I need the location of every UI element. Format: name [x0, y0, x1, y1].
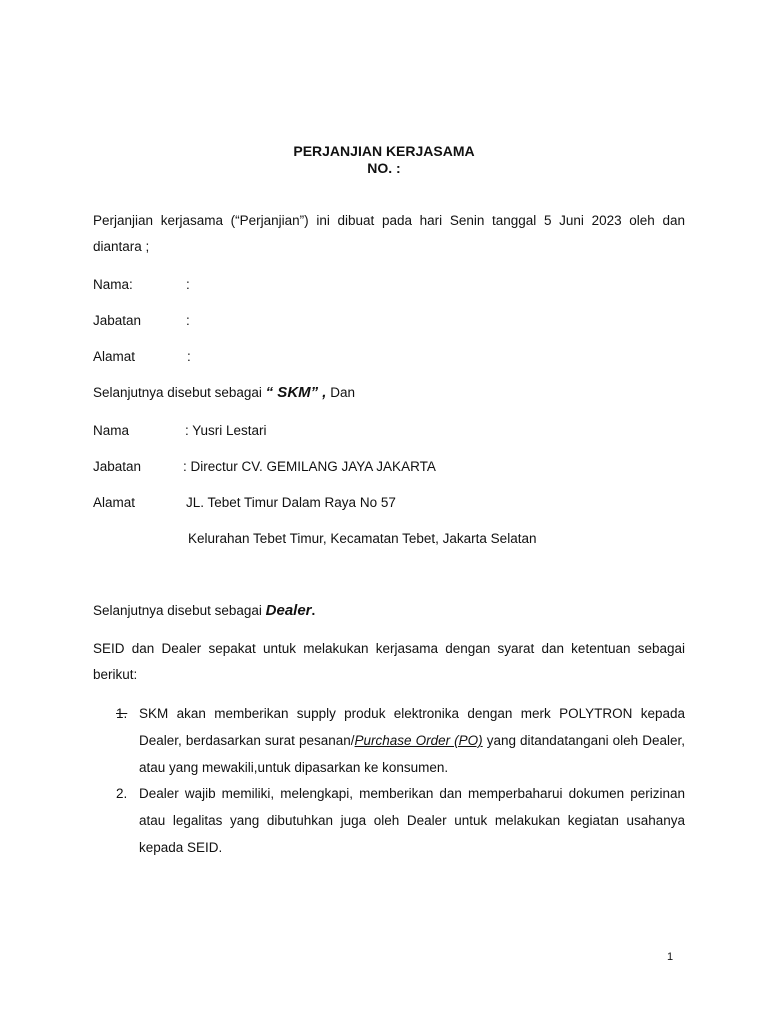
party2-alamat-line1: JL. Tebet Timur Dalam Raya No 57 — [186, 495, 396, 510]
item-number-2: 2. — [116, 786, 128, 801]
list-item-1 — [139, 700, 685, 781]
intro-paragraph: Perjanjian kerjasama (“Perjanjian”) ini dibuat pada hari Senin tanggal 5 Juni 2023 oleh dan diantara ; — [93, 213, 685, 254]
party2-jabatan-label: Jabatan — [93, 459, 142, 474]
party1-referred-name: “ SKM” , — [265, 384, 327, 401]
party1-jabatan-value: : — [186, 313, 190, 328]
party2-referred-name: Dealer — [265, 602, 312, 619]
party1-nama-label: Nama: — [93, 277, 133, 292]
party2-referred-suffix: . — [311, 603, 316, 618]
party1-nama-value: : — [186, 277, 190, 292]
party2-nama-value: : Yusri Lestari — [185, 423, 267, 438]
party2-jabatan-value: : Directur CV. GEMILANG JAYA JAKARTA — [183, 459, 436, 474]
page-number: 1 — [667, 951, 674, 963]
agreement-intro: SEID dan Dealer sepakat untuk melakukan kerjasama dengan syarat dan ketentuan sebagai berikut: — [93, 641, 685, 682]
party1-alamat-value: : — [187, 349, 191, 364]
party2-alamat-label: Alamat — [93, 495, 136, 510]
party1-jabatan-label: Jabatan — [93, 313, 142, 328]
document-title: PERJANJIAN KERJASAMA — [293, 143, 475, 159]
item1-text-before: SKM akan memberikan supply produk elektronika dengan merk POLYTRON kepada Dealer, berdasarkan surat pesanan/ — [139, 706, 685, 748]
party1-alamat-label: Alamat — [93, 349, 136, 364]
item-number-1: 1. — [116, 706, 128, 721]
party1-referred-suffix: Dan — [326, 385, 356, 400]
party2-referred-prefix: Selanjutnya disebut sebagai — [93, 603, 266, 618]
item1-purchase-order: Purchase Order (PO) — [354, 733, 483, 748]
item1-text-after: yang ditandatangani oleh Dealer, atau yang mewakili,untuk dipasarkan ke konsumen. — [139, 733, 686, 775]
party2-nama-label: Nama — [93, 423, 130, 438]
party1-referred-prefix: Selanjutnya disebut sebagai — [93, 385, 266, 400]
list-item-2: Dealer wajib memiliki, melengkapi, memberikan dan memperbaharui dokumen perizinan atau legalitas yang dibutuhkan juga oleh Dealer untuk melakukan kegiatan usahanya kepada SEID. — [139, 786, 685, 855]
document-number: NO. : — [367, 160, 401, 176]
party2-alamat-line2: Kelurahan Tebet Timur, Kecamatan Tebet, Jakarta Selatan — [188, 531, 537, 546]
